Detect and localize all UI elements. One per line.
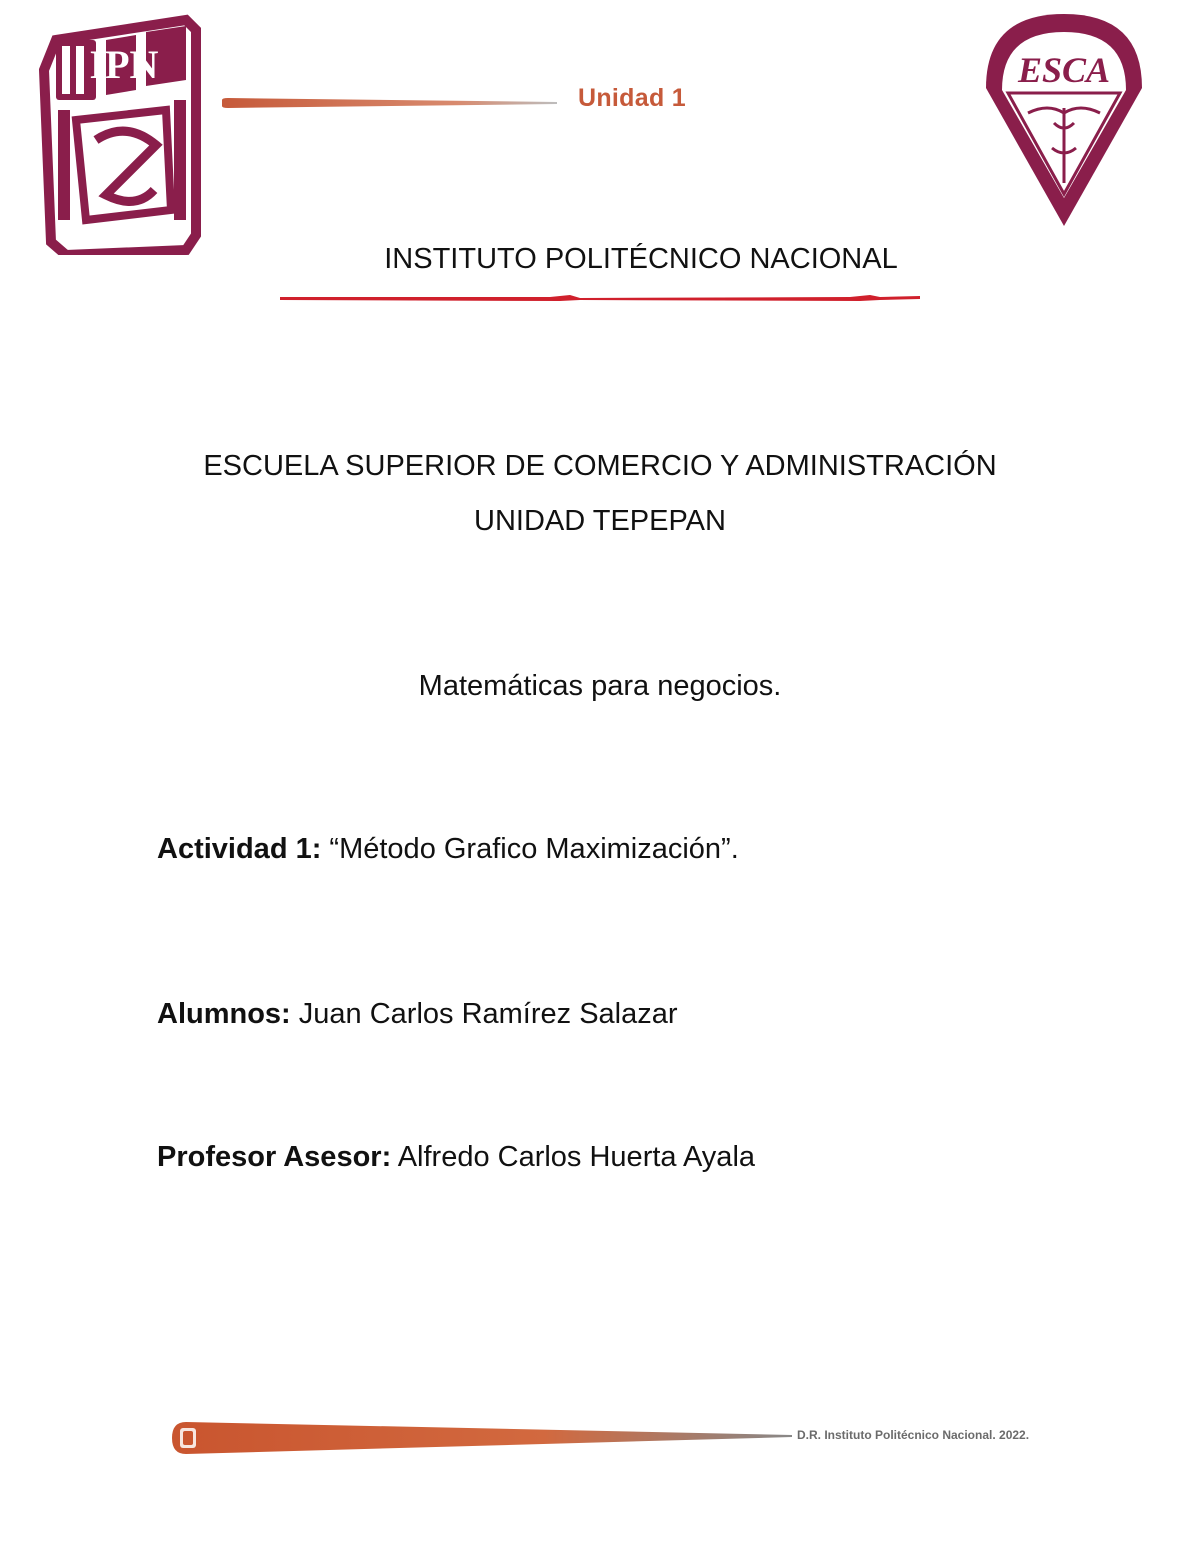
school-name: ESCUELA SUPERIOR DE COMERCIO Y ADMINISTRACIÓN <box>203 450 997 482</box>
ipn-logo-text: IPN <box>89 42 159 87</box>
course-name: Matemáticas para negocios. <box>418 670 782 702</box>
students-label: Alumnos: <box>157 998 291 1030</box>
institute-title: INSTITUTO POLITÉCNICO NACIONAL <box>384 243 898 275</box>
footer-copyright: D.R. Instituto Politécnico Nacional. 2022. <box>797 1428 1030 1442</box>
activity-label: Actividad 1: <box>157 833 322 865</box>
esca-logo-text: ESCA <box>1017 50 1111 90</box>
advisor-label: Profesor Asesor: <box>157 1141 392 1173</box>
institute-underline <box>280 294 920 302</box>
advisor-value: Alfredo Carlos Huerta Ayala <box>391 1141 756 1173</box>
students-value: Juan Carlos Ramírez Salazar <box>290 998 678 1030</box>
footer-shield-icon <box>180 1428 196 1448</box>
advisor-row <box>157 1141 755 1174</box>
students-row <box>157 998 678 1031</box>
footer-swoosh-line <box>172 1420 792 1456</box>
unit-label: Unidad 1 <box>578 84 686 112</box>
esca-logo-icon <box>978 8 1150 230</box>
activity-value: “Método Grafico Maximización”. <box>321 833 739 865</box>
activity-row <box>157 833 739 866</box>
ipn-logo-icon <box>36 10 206 255</box>
school-unit: UNIDAD TEPEPAN <box>474 505 726 537</box>
header-swoosh-line <box>222 96 557 110</box>
